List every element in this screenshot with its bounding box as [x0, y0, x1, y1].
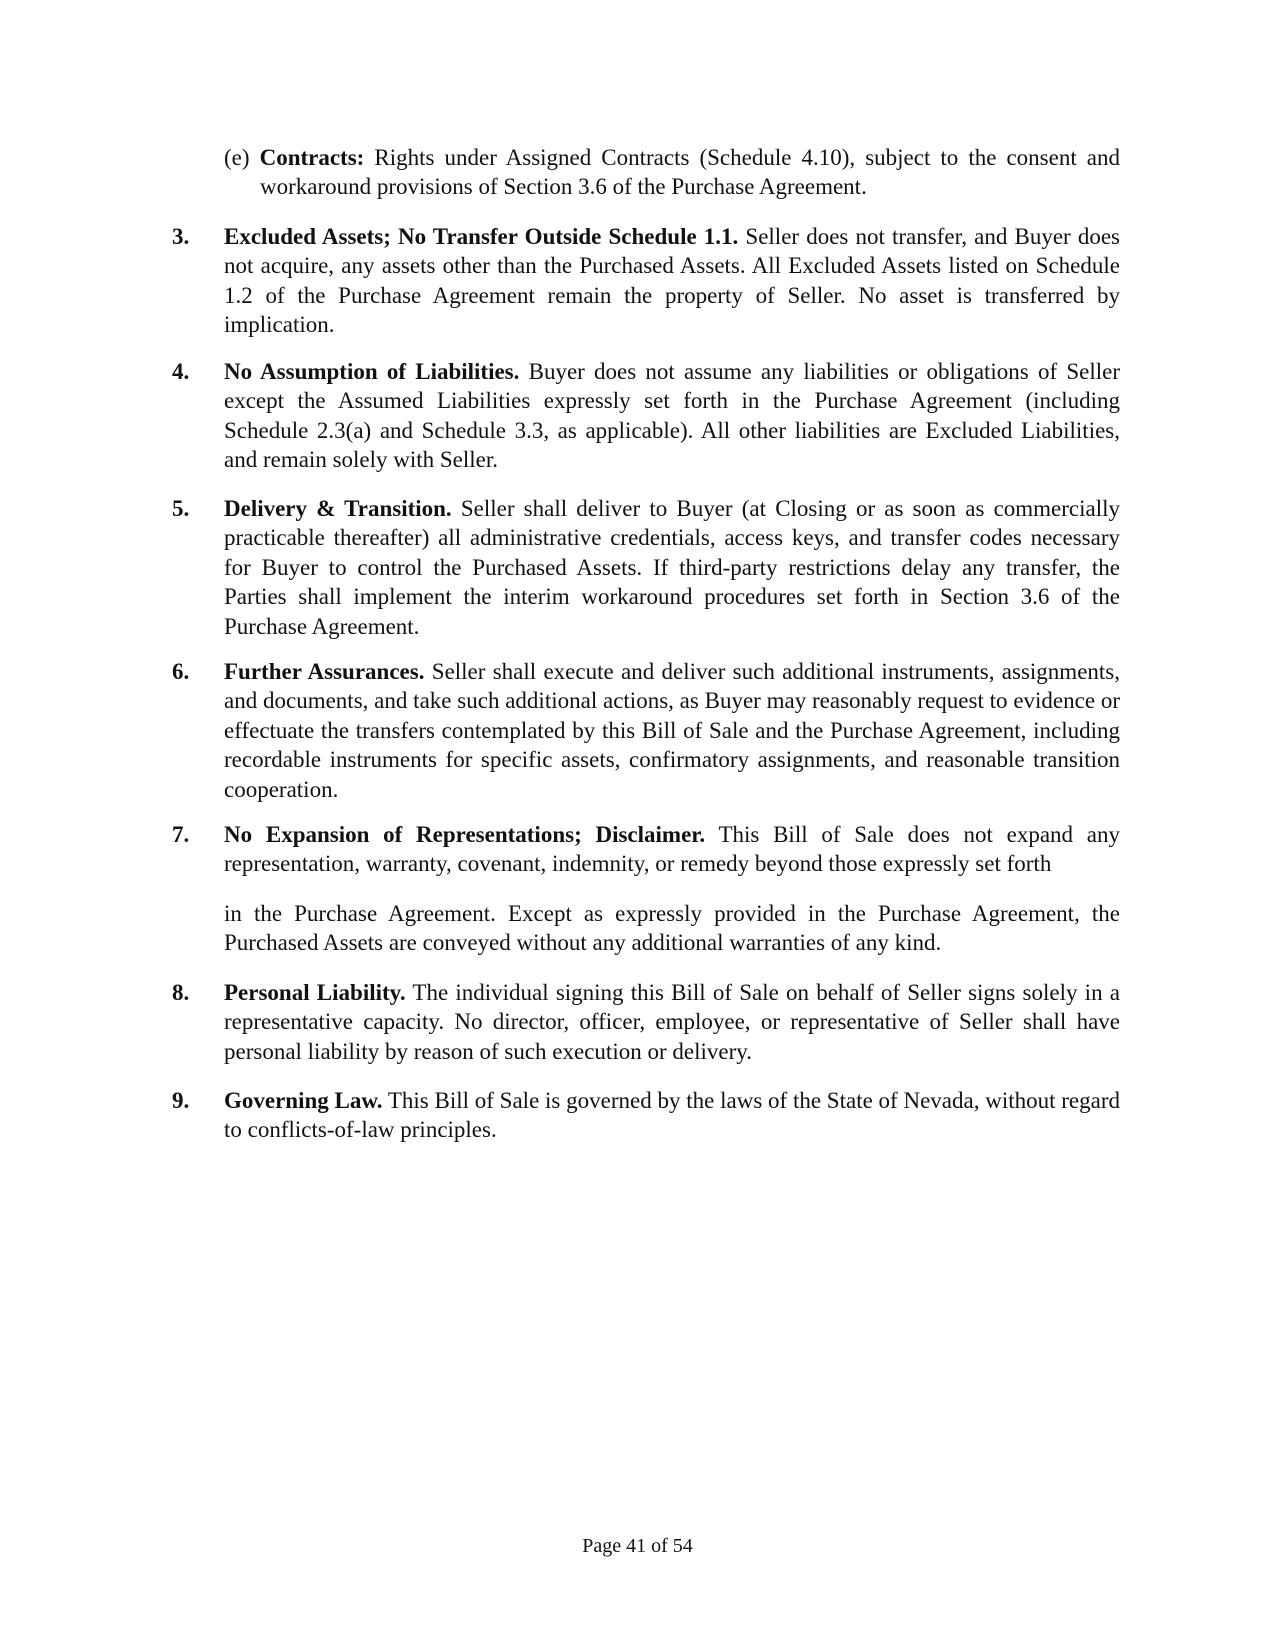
- section-5-body: Seller shall deliver to Buyer (at Closing or as soon as commercially practicable thereafter) all administrative credentials, access keys, and transfer codes necessary for Buyer to control the Purchased Assets. If third-party restrictions delay any transfer, the Parties shall implement the interim workaround procedures set forth in Section 3.6 of the Purchase Agreement.: [224, 496, 1121, 639]
- section-4-paragraph: [224, 357, 1120, 475]
- section-8-paragraph: [224, 978, 1120, 1066]
- section-9-body: This Bill of Sale is governed by the laws of the State of Nevada, without regard to conflicts-of-law principles.: [224, 1088, 1120, 1143]
- subsection-e-marker: (e): [224, 145, 250, 170]
- page-number-footer: Page 41 of 54: [582, 1535, 693, 1557]
- section-6-heading: Further Assurances.: [224, 659, 425, 684]
- section-9-number: 9.: [172, 1088, 190, 1113]
- section-6-number: 6.: [172, 659, 190, 684]
- section-7-paragraph: [224, 820, 1120, 879]
- section-4-number: 4.: [172, 359, 190, 384]
- subsection-e-text: Rights under Assigned Contracts (Schedule 4.10), subject to the consent and workaround provisions of Section 3.6 of the Purchase Agreement.: [260, 145, 1120, 200]
- section-5-paragraph: [224, 494, 1120, 641]
- section-4-body: Buyer does not assume any liabilities or obligations of Seller except the Assumed Liabilities expressly set forth in the Purchase Agreement (including Schedule 2.3(a) and Schedule 3.3, as applicable). All other liabilities are Excluded Liabilities, and remain solely with Seller.: [224, 359, 1120, 473]
- section-5-number: 5.: [172, 496, 190, 521]
- section-6-body: Seller shall execute and deliver such additional instruments, assignments, and documents, and take such additional actions, as Buyer may reasonably request to evidence or effectuate the transfers contemplated by this Bill of Sale and the Purchase Agreement, including recordable instruments for specific assets, confirmatory assignments, and reasonable transition cooperation.: [224, 659, 1121, 802]
- section-3-body: Seller does not transfer, and Buyer does not acquire, any assets other than the Purchased Assets. All Excluded Assets listed on Schedule 1.2 of the Purchase Agreement remain the property of Seller. No asset is transferred by implication.: [224, 224, 1121, 338]
- section-3-paragraph: [224, 222, 1120, 340]
- section-8-number: 8.: [172, 980, 190, 1005]
- subsection-e: [224, 143, 1120, 202]
- section-8-body: The individual signing this Bill of Sale on behalf of Seller signs solely in a representative capacity. No director, officer, employee, or representative of Seller shall have personal liability by reason of such execution or delivery.: [224, 980, 1120, 1064]
- section-4-heading: No Assumption of Liabilities.: [224, 359, 520, 384]
- section-7-continuation: in the Purchase Agreement. Except as expressly provided in the Purchase Agreement, the Purchased Assets are conveyed without any additional warranties of any kind.: [224, 901, 1120, 956]
- section-7-heading: No Expansion of Representations; Disclaimer.: [224, 822, 706, 847]
- section-3-number: 3.: [172, 224, 190, 249]
- section-7-body: This Bill of Sale does not expand any representation, warranty, covenant, indemnity, or remedy beyond those expressly set forth: [224, 822, 1120, 877]
- section-6-paragraph: [224, 657, 1120, 804]
- section-3-heading: Excluded Assets; No Transfer Outside Schedule 1.1.: [224, 224, 739, 249]
- section-9-paragraph: [224, 1086, 1120, 1145]
- section-8-heading: Personal Liability.: [224, 980, 406, 1005]
- subsection-e-label: Contracts:: [259, 145, 365, 170]
- section-9-heading: Governing Law.: [224, 1088, 383, 1113]
- section-7-number: 7.: [172, 822, 190, 847]
- section-5-heading: Delivery & Transition.: [224, 496, 452, 521]
